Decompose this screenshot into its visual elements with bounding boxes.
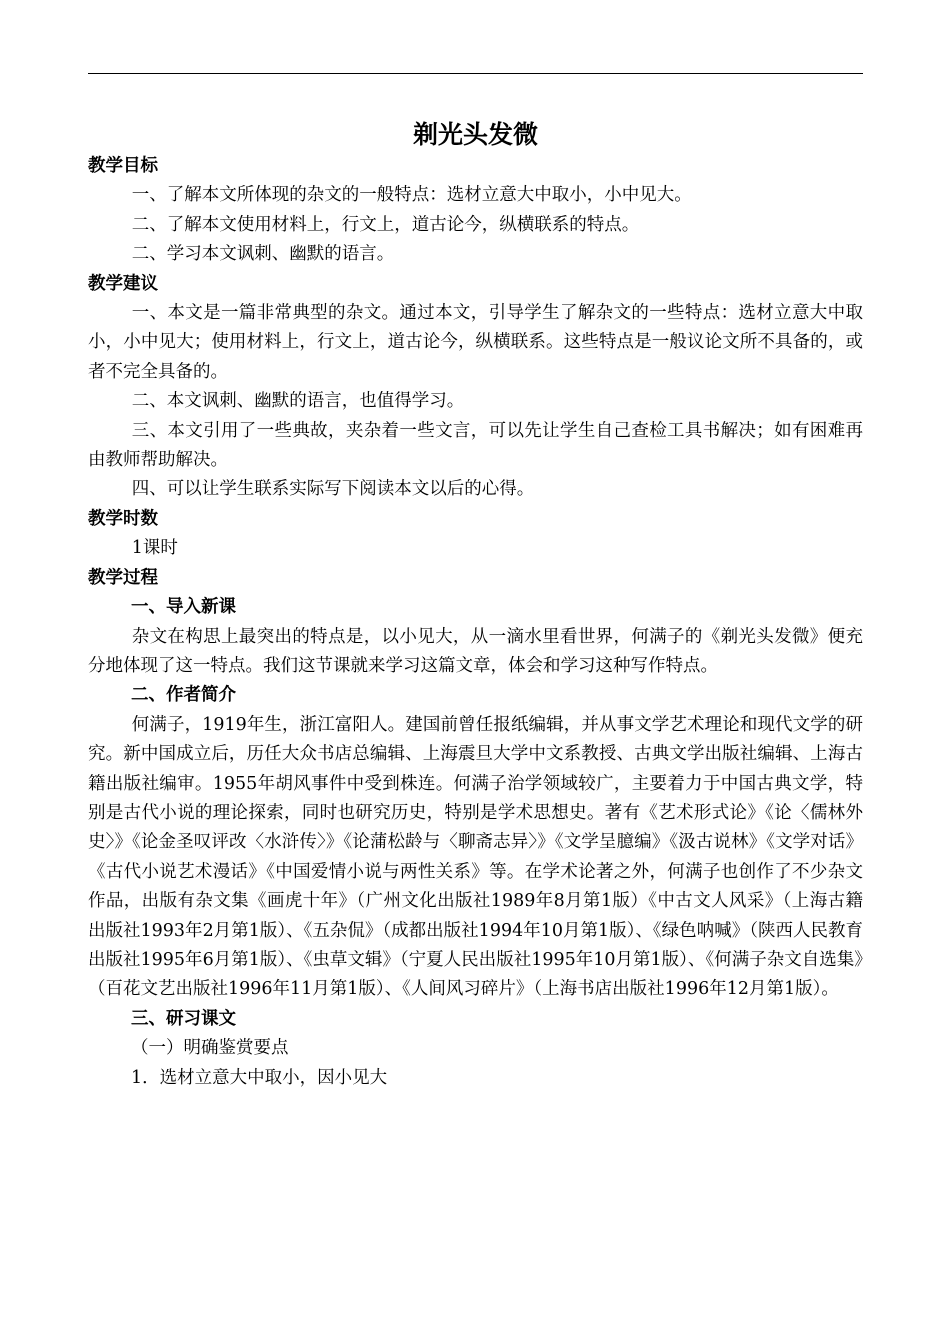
suggestions-heading: 教学建议 <box>88 273 158 294</box>
process-heading: 教学过程 <box>88 567 158 588</box>
process-part2-heading: 二、作者简介 <box>131 685 236 706</box>
process-part3-point1: 1．选材立意大中取小，因小见大 <box>131 1067 388 1088</box>
process-part1-heading: 一、导入新课 <box>131 597 236 618</box>
suggestion-item: 三、本文引用了一些典故，夹杂着一些文言，可以先让学生自己查检工具书解决；如有困难再由教师帮助解决。 <box>88 420 863 471</box>
goal-item: 二、学习本文讽刺、幽默的语言。 <box>131 244 395 265</box>
process-part1-text: 杂文在构思上最突出的特点是，以小见大，从一滴水里看世界，何满子的《剃光头发微》便充分地体现了这一特点。我们这节课就来学习这篇文章，体会和学习这种写作特点。 <box>88 626 863 676</box>
process-part3-sub1: （一）明确鉴赏要点 <box>131 1038 289 1059</box>
process-part3-heading: 三、研习课文 <box>131 1008 236 1029</box>
page-title: 剃光头发微 <box>412 120 538 149</box>
suggestion-item: 四、可以让学生联系实际写下阅读本文以后的心得。 <box>131 479 535 500</box>
hours-heading: 教学时数 <box>88 508 158 529</box>
process-part2-text: 何满子，1919年生，浙江富阳人。建国前曾任报纸编辑，并从事文学艺术理论和现代文学的研究。新中国成立后，历任大众书店总编辑、上海震旦大学中文系教授、古典文学出版社编辑、上海古籍出版社编审。1955年胡风事件中受到株连。何满子治学领域较广，主要着力于中国古典文学，特别是古代小说的理论探索，同时也研究历史，特别是学术思想史。著有《艺术形式论》《论〈儒林外史〉》《论金圣叹评改〈水浒传〉》《论蒲松龄与〈聊斋志异〉》《文学呈臆编》《汲古说林》《文学对话》《古代小说艺术漫话》《中国爱情小说与两性关系》等。在学术论著之外，何满子也创作了不少杂文作品，出版有杂文集《画虎十年》（广州文化出版社1989年8月第1版）《中古文人风采》（上海古籍出版社1993年2月第1版）、《五杂侃》（成都出版社1994年10月第1版）、《绿色呐喊》（陕西人民教育出版社1995年6月第1版）、《虫草文辑》（宁夏人民出版社1995年10月第1版）、《何满子杂文自选集》（百花文艺出版社1996年11月第1版）、《人间风习碎片》（上海书店出版社1996年12月第1版）。 <box>88 714 863 1000</box>
suggestion-item: 二、本文讽刺、幽默的语言，也值得学习。 <box>131 391 465 412</box>
goal-item: 一、了解本文所体现的杂文的一般特点：选材立意大中取小，小中见大。 <box>131 185 692 206</box>
goal-item: 二、了解本文使用材料上，行文上，道古论今，纵横联系的特点。 <box>131 214 640 235</box>
goals-heading: 教学目标 <box>88 156 158 176</box>
document-body <box>88 152 863 1093</box>
hours-value: 1课时 <box>131 538 178 559</box>
header-rule <box>88 73 863 74</box>
suggestion-item: 一、本文是一篇非常典型的杂文。通过本文，引导学生了解杂文的一些特点：选材立意大中取小，小中见大；使用材料上，行文上，道古论今，纵横联系。这些特点是一般议论文所不具备的，或者不完全具备的。 <box>88 303 863 382</box>
